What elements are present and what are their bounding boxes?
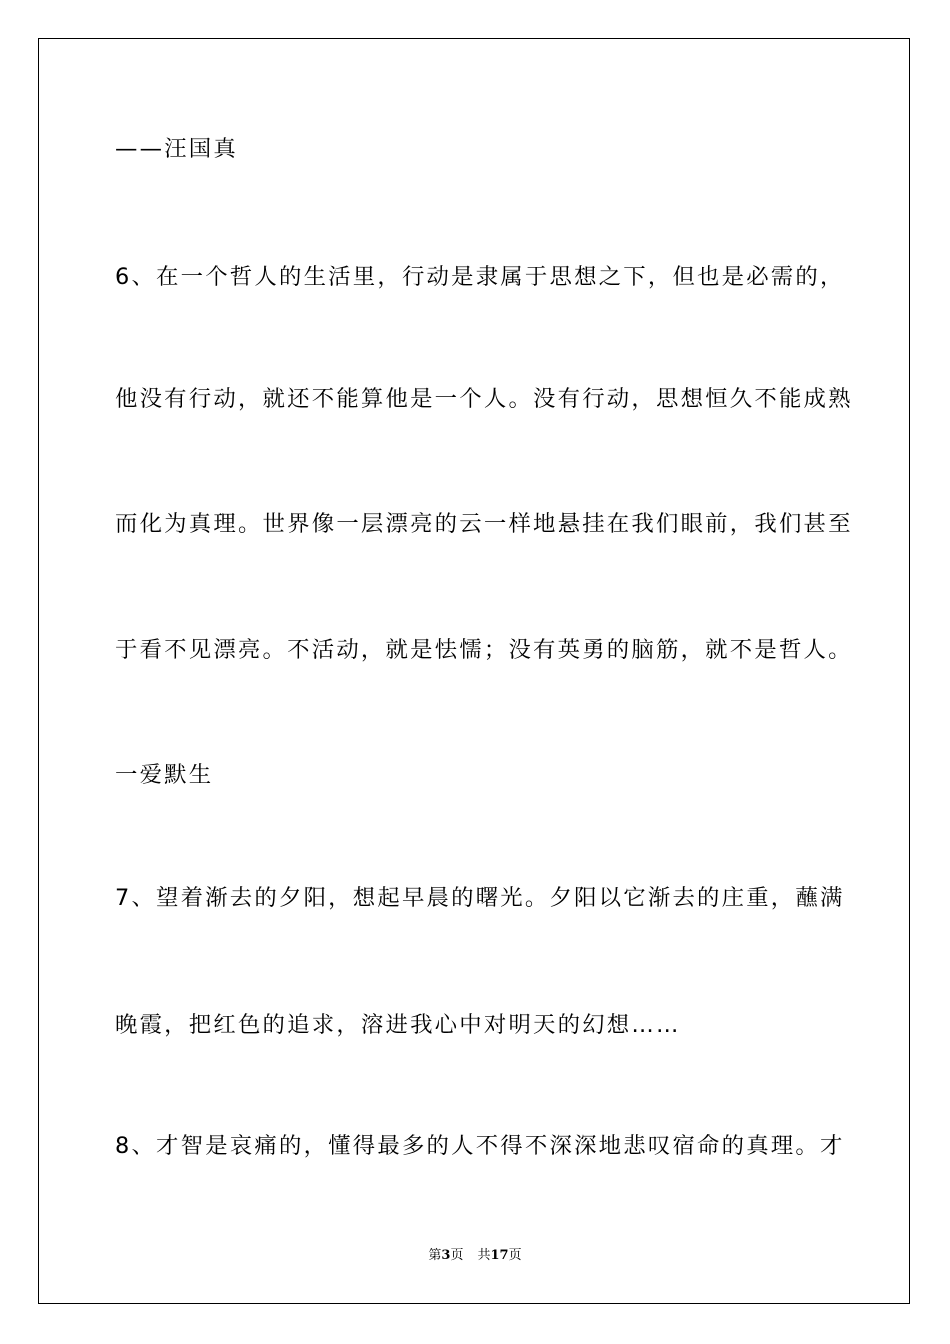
text-line-quote-6-part-4: 于看不见漂亮。不活动，就是怯懦；没有英勇的脑筋，就不是哲人。: [115, 637, 853, 663]
text-line-author-attribution: ——汪国真: [115, 136, 238, 162]
text-line-quote-7-part-2: 晚霞，把红色的追求，溶进我心中对明天的幻想……: [115, 1012, 681, 1038]
footer-page-suffix: 页: [450, 1248, 464, 1263]
text-line-quote-6-part-2: 他没有行动，就还不能算他是一个人。没有行动，思想恒久不能成熟: [115, 386, 853, 412]
footer-total-prefix: 共: [477, 1248, 491, 1263]
text-line-author-emerson: 一爱默生: [115, 762, 214, 788]
footer-total-suffix: 页: [508, 1248, 522, 1263]
footer-page-prefix: 第: [428, 1248, 442, 1263]
text-line-quote-7-part-1: 7、望着渐去的夕阳，想起早晨的曙光。夕阳以它渐去的庄重，蘸满: [115, 885, 845, 911]
page-border: [38, 38, 910, 1304]
page-footer: [0, 1247, 950, 1265]
footer-total-number: 17: [490, 1248, 509, 1263]
text-line-quote-6-part-1: 6、在一个哲人的生活里，行动是隶属于思想之下，但也是必需的，: [115, 264, 845, 290]
text-line-quote-8-part-1: 8、才智是哀痛的，懂得最多的人不得不深深地悲叹宿命的真理。才: [115, 1133, 845, 1159]
text-line-quote-6-part-3: 而化为真理。世界像一层漂亮的云一样地悬挂在我们眼前，我们甚至: [115, 511, 853, 537]
footer-page-number: 3: [441, 1248, 451, 1263]
